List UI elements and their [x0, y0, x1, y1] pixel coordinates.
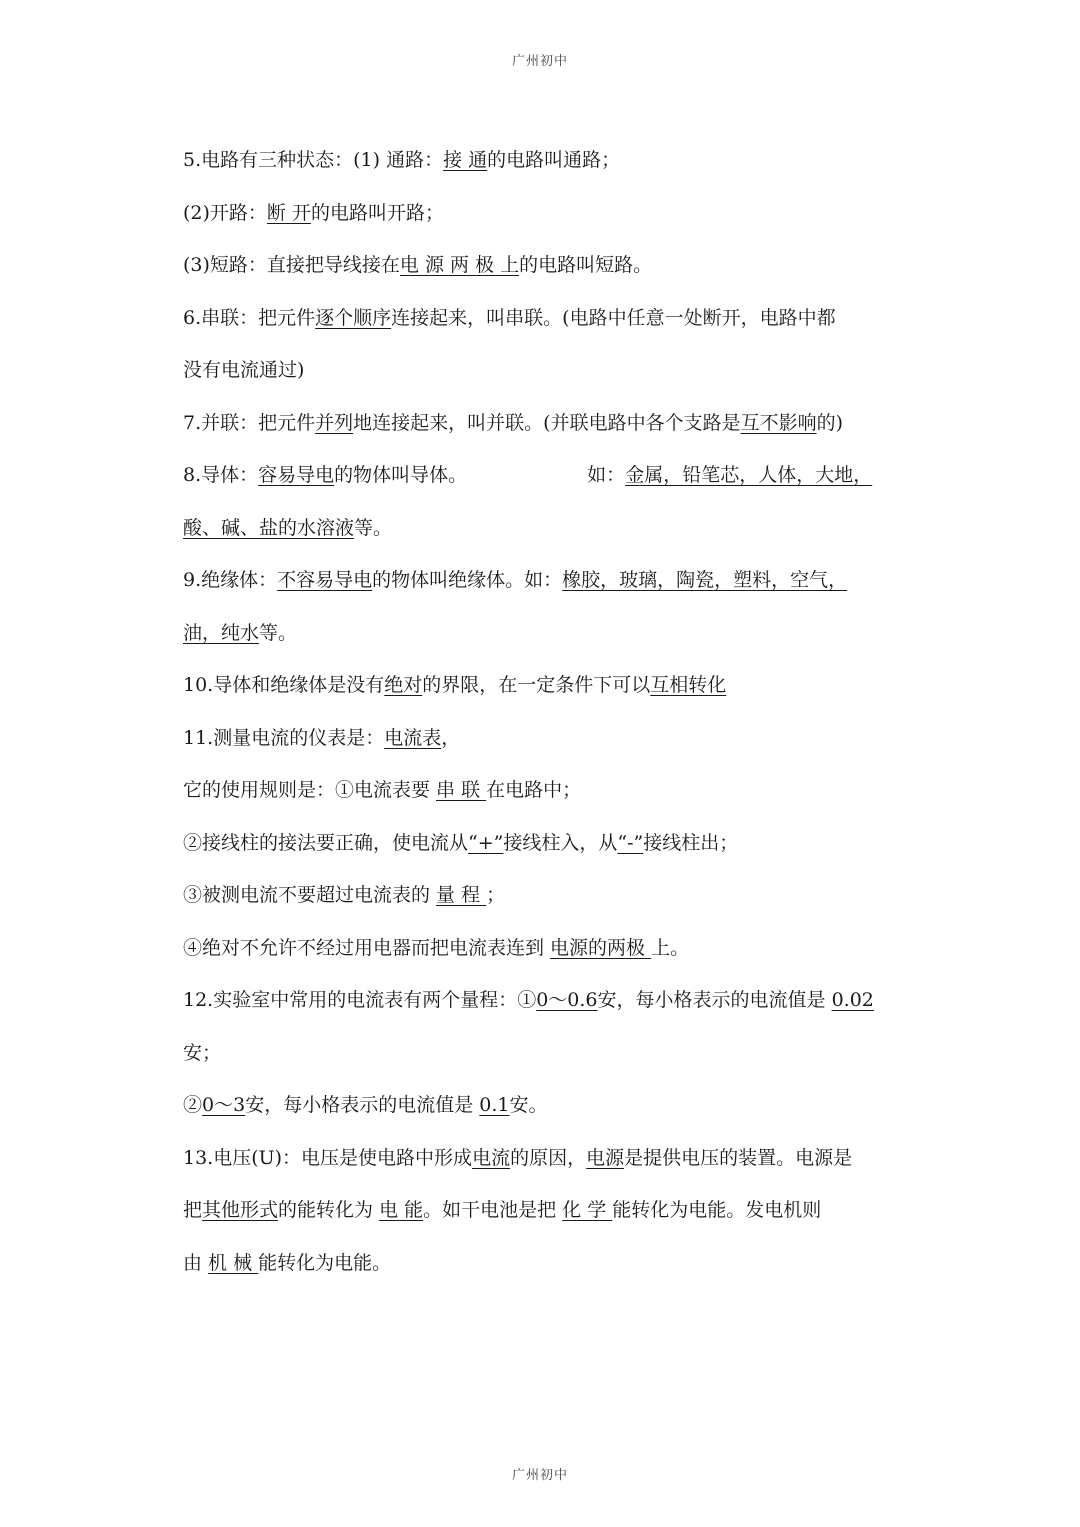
text-line: 10.导体和绝缘体是没有绝对的界限，在一定条件下可以互相转化 — [183, 674, 727, 696]
text-line: ④绝对不允许不经过用电器而把电流表连到 电源的两极 上。 — [183, 936, 690, 959]
text-line: 安； — [183, 1041, 222, 1064]
text-line: 13.电压(U)：电压是使电路中形成电流的原因，电源是提供电压的装置。电源是 — [183, 1146, 853, 1169]
text-line: 6.串联：把元件逐个顺序连接起来，叫串联。(电路中任意一处断开，电路中都 — [183, 306, 836, 329]
text-line: (3)短路：直接把导线接在电 源 两 极 上的电路叫短路。 — [183, 254, 653, 276]
text-line: 把其他形式的能转化为 电 能。如干电池是把 化 学 能转化为电能。发电机则 — [183, 1199, 822, 1221]
page-footer: 广州初中 — [511, 1468, 568, 1483]
text-line: 9.绝缘体：不容易导电的物体叫绝缘体。如：橡胶，玻璃，陶瓷，塑料，空气， — [183, 569, 848, 591]
text-line: 11.测量电流的仪表是：电流表， — [183, 726, 461, 749]
text-line: 没有电流通过) — [183, 359, 305, 381]
text-line: (2)开路：断 开的电路叫开路； — [183, 201, 444, 224]
text-line: 8.导体：容易导电的物体叫导体。 如：金属，铅笔芯，人体，大地， — [183, 464, 873, 486]
text-line: ②接线柱的接法要正确，使电流从“+”接线柱入，从“-”接线柱出； — [183, 831, 739, 854]
document-body — [183, 140, 883, 1295]
text-line: 酸、碱、盐的水溶液等。 — [183, 516, 393, 539]
text-line: 油，纯水等。 — [183, 621, 298, 644]
text-line: ②0～3安，每小格表示的电流值是 0.1安。 — [183, 1094, 548, 1116]
text-line: 它的使用规则是：①电流表要 串 联 在电路中； — [183, 779, 582, 801]
text-line: 12.实验室中常用的电流表有两个量程：①0～0.6安，每小格表示的电流值是 0.02 — [183, 989, 874, 1011]
text-line: ③被测电流不要超过电流表的 量 程 ； — [183, 884, 506, 906]
text-line: 7.并联：把元件并列地连接起来，叫并联。(并联电路中各个支路是互不影响的) — [183, 411, 844, 434]
text-line: 由 机 械 能转化为电能。 — [183, 1251, 392, 1274]
text-line: 5.电路有三种状态：(1) 通路：接 通的电路叫通路； — [183, 149, 621, 171]
page-header: 广州初中 — [511, 54, 568, 69]
